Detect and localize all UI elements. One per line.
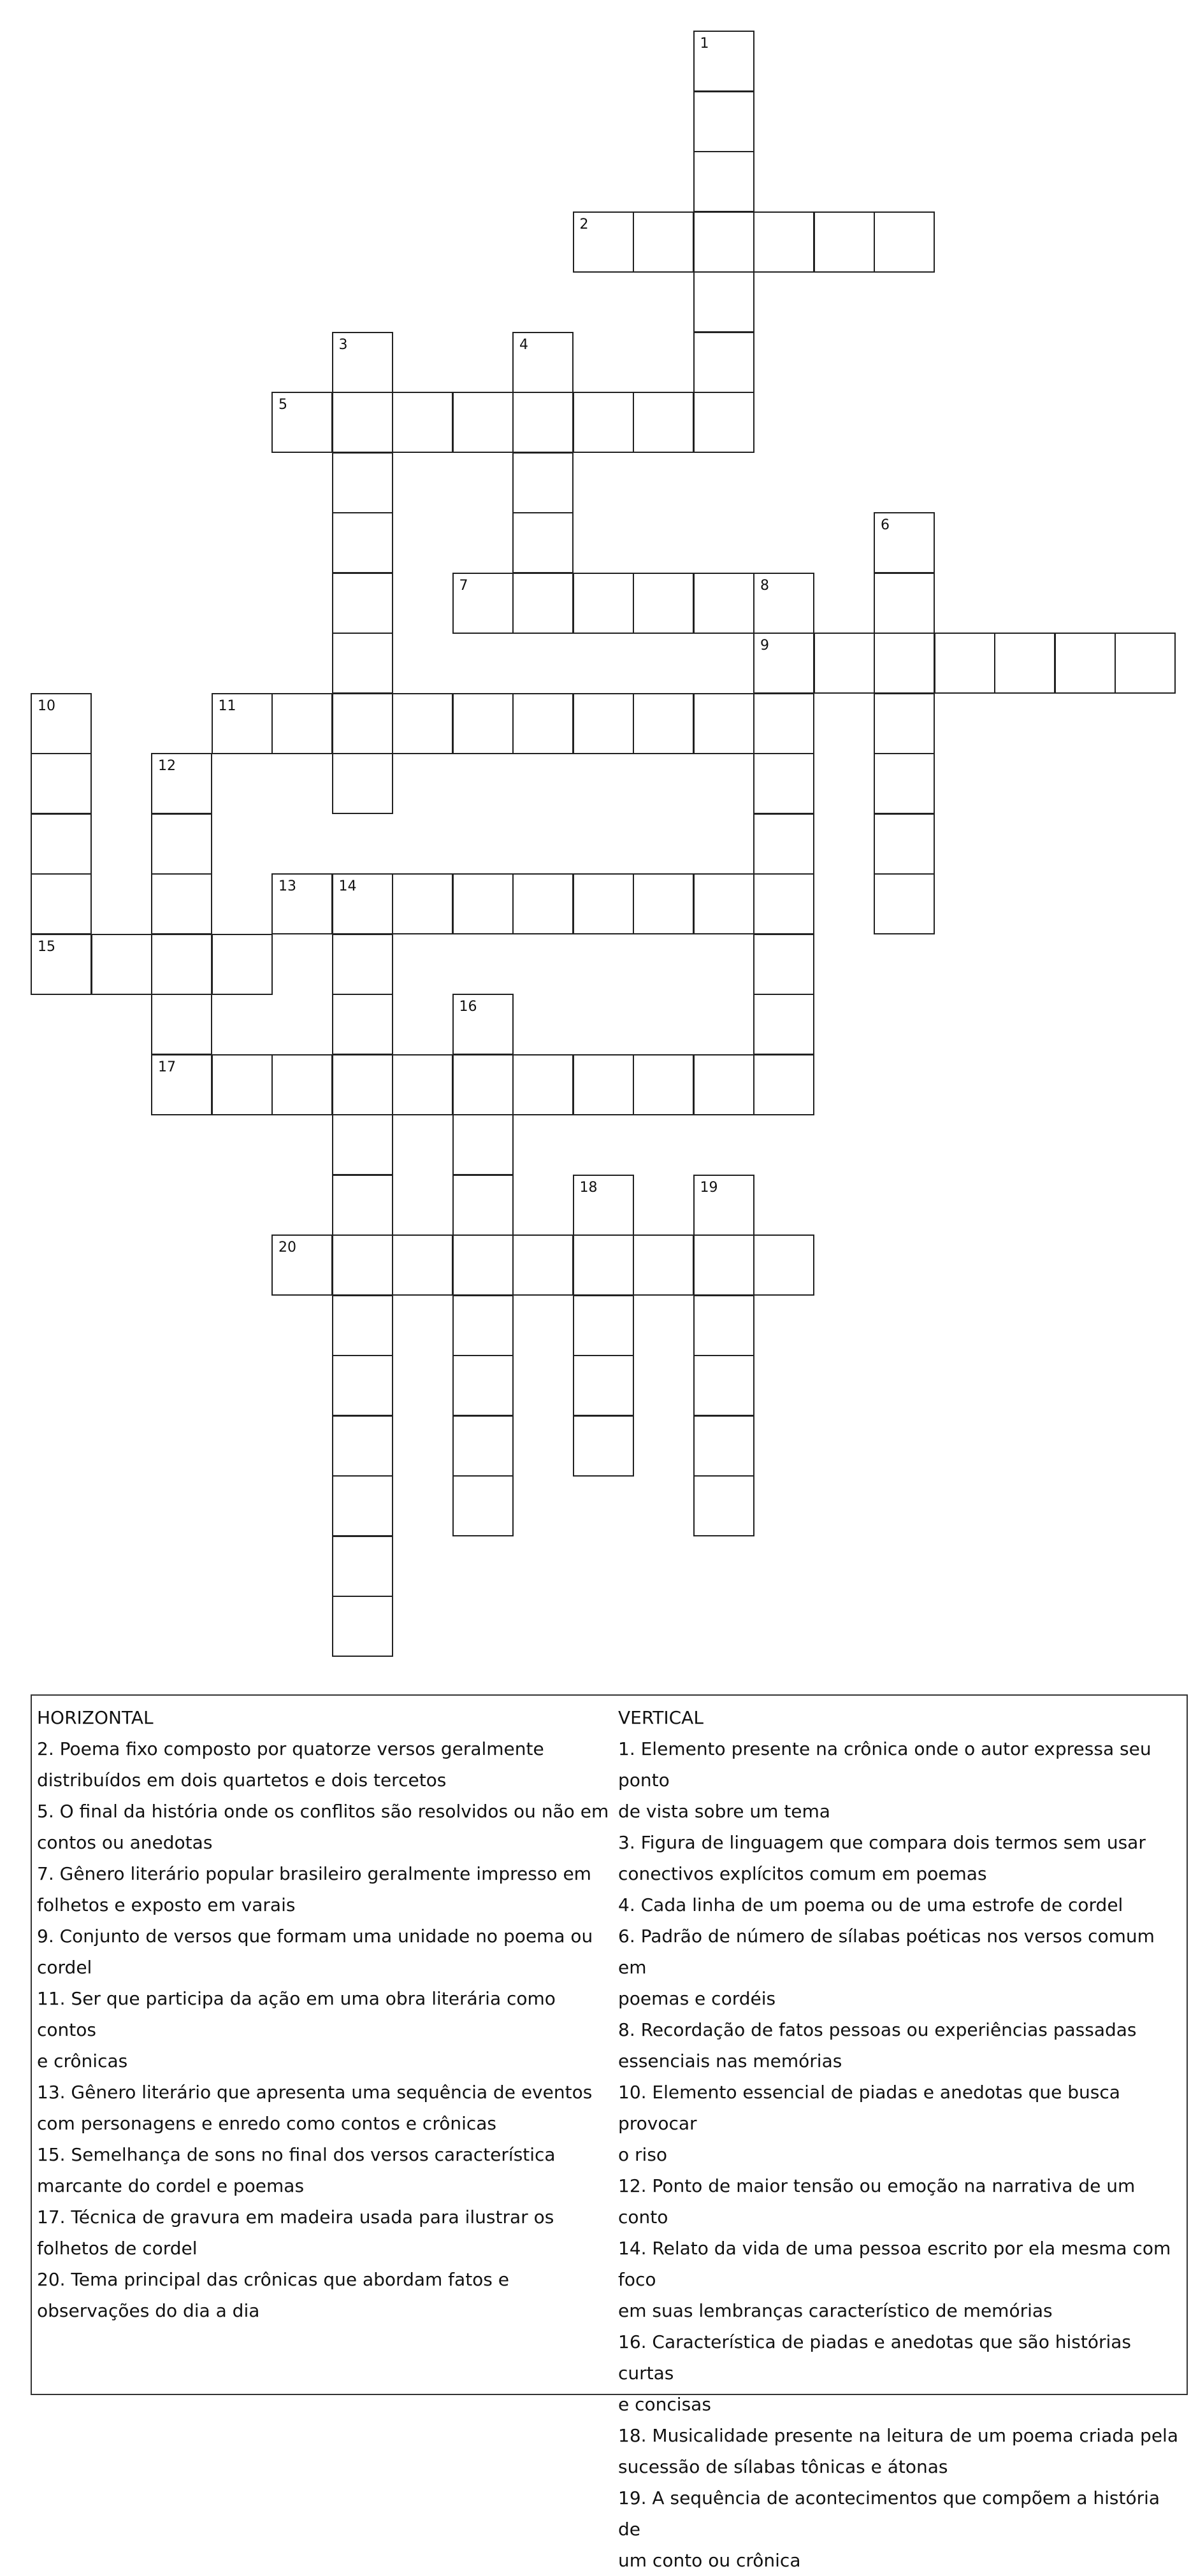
horizontal-clue-line: 17. Técnica de gravura em madeira usada para ilustrar os [37,2207,554,2228]
grid-cell[interactable] [271,873,333,934]
grid-cell[interactable] [633,693,694,754]
vertical-clue-list [618,1733,1185,2576]
horizontal-clue-list [37,1733,610,2326]
vertical-clue-line: 16. Característica de piadas e anedotas que são histórias curtas [618,2331,1131,2384]
horizontal-clue-line: folhetos de cordel [37,2238,198,2259]
clue-number: 20 [278,1240,296,1256]
grid-cell[interactable] [814,211,875,273]
grid-cell[interactable] [693,392,754,453]
grid-cell[interactable] [392,693,453,754]
clue-number: 5 [278,397,287,413]
grid-cell[interactable] [212,693,273,754]
grid-cell[interactable] [332,753,393,814]
grid-cell[interactable] [693,1355,754,1416]
grid-cell[interactable] [633,211,694,273]
grid-cell[interactable] [151,1054,212,1115]
grid-cell[interactable] [874,873,935,934]
horizontal-clue-line: cordel [37,1957,92,1978]
vertical-clue-line: 8. Recordação de fatos pessoas ou experiências passadas [618,2019,1137,2040]
vertical-clue-line: e concisas [618,2394,711,2415]
grid-cell[interactable] [633,392,694,453]
grid-cell[interactable] [512,332,574,393]
grid-cell[interactable] [874,813,935,875]
grid-cell[interactable] [874,693,935,754]
grid-cell[interactable] [573,873,634,934]
grid-cell[interactable] [271,1234,333,1296]
grid-cell[interactable] [452,873,514,934]
grid-cell[interactable] [573,573,634,634]
vertical-clue-line: o riso [618,2144,668,2165]
clue-number: 2 [579,216,589,233]
grid-cell[interactable] [452,1355,514,1416]
clue-number: 18 [579,1179,598,1196]
grid-cell[interactable] [332,1415,393,1477]
grid-cell[interactable] [693,151,754,212]
grid-cell[interactable] [332,392,393,453]
grid-cell[interactable] [693,1295,754,1356]
grid-cell[interactable] [31,934,92,995]
grid-cell[interactable] [271,1054,333,1115]
grid-cell[interactable] [753,633,814,694]
grid-cell[interactable] [512,512,574,573]
grid-cell[interactable] [573,693,634,754]
grid-cell[interactable] [271,392,333,453]
grid-cell[interactable] [633,573,694,634]
grid-cell[interactable] [512,452,574,513]
grid-cell[interactable] [332,1536,393,1597]
grid-cell[interactable] [573,1234,634,1296]
vertical-clue-line: conectivos explícitos comum em poemas [618,1863,987,1884]
horizontal-clue-line: 9. Conjunto de versos que formam uma unidade no poema ou [37,1926,593,1947]
grid-cell[interactable] [693,1234,754,1296]
horizontal-title: HORIZONTAL [37,1707,154,1728]
grid-cell[interactable] [332,1054,393,1115]
vertical-clue-line: essenciais nas memórias [618,2050,842,2072]
grid-cell[interactable] [452,994,514,1055]
vertical-clue-line: 12. Ponto de maior tensão ou emoção na narrativa de um conto [618,2175,1136,2228]
grid-cell[interactable] [392,873,453,934]
horizontal-clue-line: 7. Gênero literário popular brasileiro geralmente impresso em [37,1863,591,1884]
grid-cell[interactable] [332,1295,393,1356]
vertical-clue-line: 18. Musicalidade presente na leitura de um poema criada pela [618,2425,1178,2446]
grid-cell[interactable] [332,934,393,995]
horizontal-clue-line: 15. Semelhança de sons no final dos versos característica [37,2144,556,2165]
grid-cell[interactable] [91,934,152,995]
grid-cell[interactable] [31,813,92,875]
grid-cell[interactable] [1115,633,1176,694]
grid-cell[interactable] [874,211,935,273]
horizontal-clues-column [37,1702,610,2326]
grid-cell[interactable] [452,693,514,754]
grid-cell[interactable] [753,934,814,995]
clue-number: 1 [700,36,709,52]
grid-cell[interactable] [753,994,814,1055]
grid-cell[interactable] [332,994,393,1055]
grid-cell[interactable] [332,873,393,934]
horizontal-clue-line: 2. Poema fixo composto por quatorze versos geralmente [37,1738,544,1759]
grid-cell[interactable] [452,1295,514,1356]
grid-cell[interactable] [31,693,92,754]
grid-cell[interactable] [573,1054,634,1115]
vertical-clues-column [618,1702,1185,2576]
clue-number: 13 [278,878,296,894]
horizontal-clue-line: 11. Ser que participa da ação em uma obra literária como contos [37,1988,556,2040]
horizontal-clue-line: contos ou anedotas [37,1832,213,1853]
grid-cell[interactable] [874,753,935,814]
grid-cell[interactable] [573,1295,634,1356]
clue-number: 19 [700,1179,718,1196]
grid-cell[interactable] [31,873,92,934]
clue-number: 3 [338,336,348,353]
grid-cell[interactable] [693,332,754,393]
grid-cell[interactable] [332,1114,393,1175]
grid-cell[interactable] [693,211,754,273]
grid-cell[interactable] [512,693,574,754]
grid-cell[interactable] [512,392,574,453]
vertical-clue-line: 14. Relato da vida de uma pessoa escrito por ela mesma com foco [618,2238,1171,2290]
grid-cell[interactable] [452,1234,514,1296]
grid-cell[interactable] [512,1234,574,1296]
grid-cell[interactable] [332,693,393,754]
horizontal-clue-line: folhetos e exposto em varais [37,1894,296,1915]
grid-cell[interactable] [573,1175,634,1236]
grid-cell[interactable] [452,1054,514,1115]
grid-cell[interactable] [693,1475,754,1536]
vertical-clue-line: um conto ou crônica [618,2550,801,2571]
grid-cell[interactable] [633,1054,694,1115]
grid-cell[interactable] [332,332,393,393]
clue-number: 6 [881,517,890,533]
grid-cell[interactable] [452,392,514,453]
clue-number: 12 [158,758,176,774]
clue-number: 10 [38,698,55,714]
grid-cell[interactable] [753,813,814,875]
grid-cell[interactable] [573,211,634,273]
grid-cell[interactable] [693,31,754,92]
clue-number: 17 [158,1059,176,1075]
horizontal-clue-line: 20. Tema principal das crônicas que abordam fatos e [37,2269,510,2290]
vertical-clue-line: 6. Padrão de número de sílabas poéticas nos versos comum em [618,1926,1155,1978]
vertical-clue-line: 4. Cada linha de um poema ou de uma estrofe de cordel [618,1894,1123,1915]
grid-cell[interactable] [753,873,814,934]
horizontal-clue-line: e crônicas [37,2050,128,2072]
grid-cell[interactable] [212,934,273,995]
grid-cell[interactable] [693,1175,754,1236]
grid-cell[interactable] [452,1175,514,1236]
vertical-clue-line: 19. A sequência de acontecimentos que compõem a história de [618,2487,1160,2540]
grid-cell[interactable] [573,1355,634,1416]
grid-cell[interactable] [212,1054,273,1115]
horizontal-clue-line: observações do dia a dia [37,2300,260,2321]
grid-cell[interactable] [151,753,212,814]
grid-cell[interactable] [874,573,935,634]
clue-number: 8 [760,577,769,594]
horizontal-clue-line: 5. O final da história onde os conflitos são resolvidos ou não em [37,1801,609,1822]
grid-cell[interactable] [332,1596,393,1657]
grid-cell[interactable] [573,392,634,453]
grid-cell[interactable] [452,1114,514,1175]
clue-number: 16 [459,999,477,1015]
grid-cell[interactable] [151,873,212,934]
grid-cell[interactable] [753,693,814,754]
clue-number: 4 [519,336,528,353]
clue-number: 11 [218,698,236,714]
grid-cell[interactable] [693,873,754,934]
grid-cell[interactable] [874,633,935,694]
grid-cell[interactable] [693,1415,754,1477]
grid-cell[interactable] [693,693,754,754]
horizontal-clue-line: com personagens e enredo como contos e crônicas [37,2113,497,2134]
grid-cell[interactable] [332,1175,393,1236]
grid-cell[interactable] [151,934,212,995]
vertical-clue-line: de vista sobre um tema [618,1801,830,1822]
grid-cell[interactable] [1055,633,1116,694]
grid-cell[interactable] [753,1054,814,1115]
vertical-clue-line: poemas e cordéis [618,1988,776,2009]
grid-cell[interactable] [271,693,333,754]
grid-cell[interactable] [332,512,393,573]
vertical-clue-line: em suas lembranças característico de memórias [618,2300,1053,2321]
grid-cell[interactable] [512,1054,574,1115]
grid-cell[interactable] [452,1415,514,1477]
horizontal-clue-line: marcante do cordel e poemas [37,2175,305,2196]
grid-cell[interactable] [452,573,514,634]
grid-cell[interactable] [332,633,393,694]
vertical-title: VERTICAL [618,1707,704,1728]
grid-cell[interactable] [392,1054,453,1115]
grid-cell[interactable] [332,1355,393,1416]
vertical-clue-line: 10. Elemento essencial de piadas e anedotas que busca provocar [618,2082,1120,2134]
vertical-clue-line: sucessão de sílabas tônicas e átonas [618,2456,948,2477]
grid-cell[interactable] [332,1475,393,1536]
grid-cell[interactable] [633,1234,694,1296]
grid-cell[interactable] [693,573,754,634]
grid-cell[interactable] [693,271,754,333]
grid-cell[interactable] [753,211,814,273]
grid-cell[interactable] [693,1054,754,1115]
horizontal-clue-line: distribuídos em dois quartetos e dois tercetos [37,1770,447,1791]
grid-cell[interactable] [151,813,212,875]
grid-cell[interactable] [874,512,935,573]
grid-cell[interactable] [994,633,1055,694]
grid-cell[interactable] [392,392,453,453]
clue-number: 9 [760,638,769,654]
horizontal-clue-line: 13. Gênero literário que apresenta uma sequência de eventos [37,2082,593,2103]
grid-cell[interactable] [332,1234,393,1296]
grid-cell[interactable] [392,1234,453,1296]
grid-cell[interactable] [332,573,393,634]
clue-number: 7 [459,577,468,594]
grid-cell[interactable] [452,1475,514,1536]
grid-cell[interactable] [753,753,814,814]
grid-cell[interactable] [633,873,694,934]
grid-cell[interactable] [753,1234,814,1296]
grid-cell[interactable] [151,994,212,1055]
grid-cell[interactable] [332,452,393,513]
grid-cell[interactable] [512,573,574,634]
grid-cell[interactable] [934,633,995,694]
clue-number: 14 [338,878,357,894]
grid-cell[interactable] [573,1415,634,1477]
grid-cell[interactable] [814,633,875,694]
clue-box [31,1694,1188,2571]
grid-cell[interactable] [512,873,574,934]
grid-cell[interactable] [693,91,754,152]
clue-number: 15 [38,938,55,955]
grid-cell[interactable] [753,573,814,634]
vertical-clue-line: 3. Figura de linguagem que compara dois termos sem usar [618,1832,1146,1853]
vertical-clue-line: 1. Elemento presente na crônica onde o autor expressa seu ponto [618,1738,1151,1791]
grid-cell[interactable] [31,753,92,814]
